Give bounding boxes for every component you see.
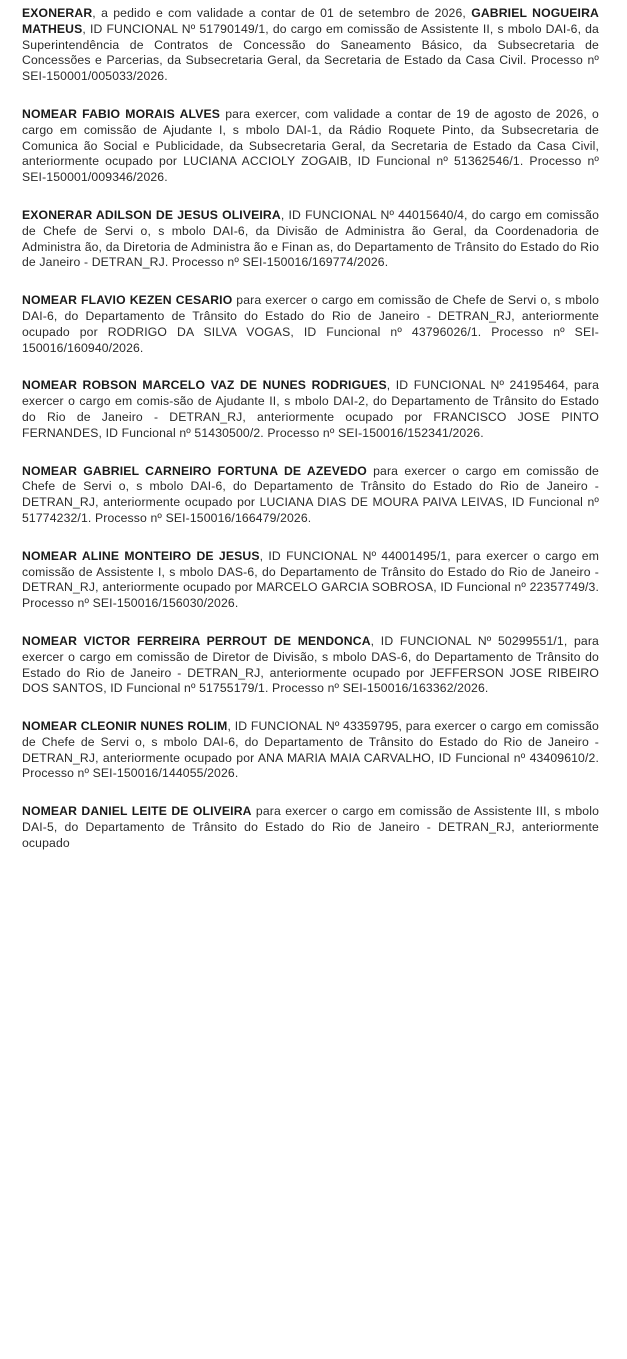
- act-heading-bold: NOMEAR VICTOR FERREIRA PERROUT DE MENDONCA: [22, 633, 371, 648]
- act-paragraph: [22, 6, 599, 85]
- act-text: , ID FUNCIONAL Nº 24195464, para exercer o cargo em comis-são de Ajudante II, s mbolo DAI-2, do Departamento de Trânsito do Estado do Rio de Janeiro - DETRAN_RJ, anteriormente ocupado por FRANCISCO JOSE PINTO FERNANDES, ID Funcional nº 51430500/2. Processo nº SEI-150016/152341/2026.: [22, 378, 599, 440]
- act-paragraph: [22, 378, 599, 441]
- act-heading-bold: EXONERAR: [22, 6, 93, 20]
- act-text: , ID FUNCIONAL Nº 43359795, para exercer o cargo em comissão de Chefe de Servi o, s mbolo DAI-6, do Departamento de Trânsito do Estado do Rio de Janeiro - DETRAN_RJ, anteriormente ocupado por ANA MARIA MAIA CARVALHO, ID Funcional nº 43409610/2. Processo nº SEI-150016/144055/2026.: [22, 719, 599, 781]
- act-paragraph: [22, 208, 599, 271]
- act-heading-bold: NOMEAR FABIO MORAIS ALVES: [22, 106, 221, 121]
- act-heading-bold: GABRIEL NOGUEIRA MATHEUS: [22, 6, 599, 36]
- act-heading-bold: EXONERAR ADILSON DE JESUS OLIVEIRA: [22, 207, 281, 222]
- act-paragraph: [22, 634, 599, 697]
- act-paragraph: [22, 107, 599, 186]
- act-text: , ID FUNCIONAL Nº 50299551/1, para exercer o cargo em comissão de Diretor de Divisão, s mbolo DAS-6, do Departamento de Trânsito do Estado do Rio de Janeiro - DETRAN_RJ, anteriormente ocupado por JEFFERSON JOSE RIBEIRO DOS SANTOS, ID Funcional nº 51755179/1. Processo nº SEI-150016/163362/2026.: [22, 633, 599, 696]
- act-text: , ID FUNCIONAL Nº 51790149/1, do cargo em comissão de Assistente II, s mbolo DAI-6, da Superintendência de Contratos de Concessão do Saneamento Básico, da Subsecretaria de Concessões e Parcerias, da Subsecretaria Geral, da Secretaria de Estado da Casa Civil. Processo nº SEI-150001/005033/2026.: [22, 21, 599, 84]
- act-text: para exercer, com validade a contar de 19 de agosto de 2026, o cargo em comissão de Ajudante I, s mbolo DAI-1, da Rádio Roquete Pinto, da Subsecretaria de Comunica ão Social e Publicidade, da Subsecretaria Geral, da Secretaria de Estado da Casa Civil, anteriormente ocupado por LUCIANA ACCIOLY ZOGAIB, ID Funcional nº 51362546/1. Processo nº SEI-150001/009346/2026.: [22, 106, 599, 185]
- act-text: , a pedido e com validade a contar de 01 de setembro de 2026,: [92, 6, 472, 20]
- act-paragraph: [22, 719, 599, 782]
- act-paragraph: [22, 293, 599, 356]
- act-text: , ID FUNCIONAL Nº 44015640/4, do cargo em comissão de Chefe de Servi o, s mbolo DAI-6, da Divisão de Administra ão Geral, da Coordenadoria de Administra ão, da Diretoria de Administra ão e Finan as, do Departamento de Trânsito do Estado do Rio de Janeiro - DETRAN_RJ. Processo nº SEI-150016/169774/2026.: [22, 207, 600, 270]
- act-text: , ID FUNCIONAL Nº 44001495/1, para exercer o cargo em comissão de Assistente I, s mbolo DAS-6, do Departamento de Trânsito do Estado do Rio de Janeiro - DETRAN_RJ, anteriormente ocupado por MARCELO GARCIA SOBROSA, ID Funcional nº 22357749/3. Processo nº SEI-150016/156030/2026.: [22, 548, 599, 611]
- act-paragraph: [22, 464, 599, 527]
- act-heading-bold: NOMEAR DANIEL LEITE DE OLIVEIRA: [22, 804, 252, 819]
- act-paragraph: [22, 804, 599, 851]
- act-heading-bold: NOMEAR GABRIEL CARNEIRO FORTUNA DE AZEVEDO: [22, 463, 367, 478]
- act-heading-bold: NOMEAR CLEONIR NUNES ROLIM: [22, 719, 228, 734]
- act-paragraph: [22, 549, 599, 612]
- act-heading-bold: NOMEAR FLAVIO KEZEN CESARIO: [22, 293, 233, 308]
- act-heading-bold: NOMEAR ALINE MONTEIRO DE JESUS: [22, 548, 260, 563]
- act-heading-bold: NOMEAR ROBSON MARCELO VAZ DE NUNES RODRIGUES: [22, 378, 387, 393]
- act-text: para exercer o cargo em comissão de Chefe de Servi o, s mbolo DAI-6, do Departamento de Trânsito do Estado do Rio de Janeiro - DETRAN_RJ, anteriormente ocupado por LUCIANA DIAS DE MOURA PAIVA LEIVAS, ID Funcional nº 51774232/1. Processo nº SEI-150016/166479/2026.: [22, 463, 599, 525]
- act-text: para exercer o cargo em comissão de Chefe de Servi o, s mbolo DAI-6, do Departamento de Trânsito do Estado do Rio de Janeiro - DETRAN_RJ, anteriormente ocupado por RODRIGO DA SILVA VOGAS, ID Funcional nº 43796026/1. Processo nº SEI-150016/160940/2026.: [22, 293, 599, 355]
- act-text: para exercer o cargo em comissão de Assistente III, s mbolo DAI-5, do Departamento de Trânsito do Estado do Rio de Janeiro - DETRAN_RJ, anteriormente ocupado: [22, 804, 600, 850]
